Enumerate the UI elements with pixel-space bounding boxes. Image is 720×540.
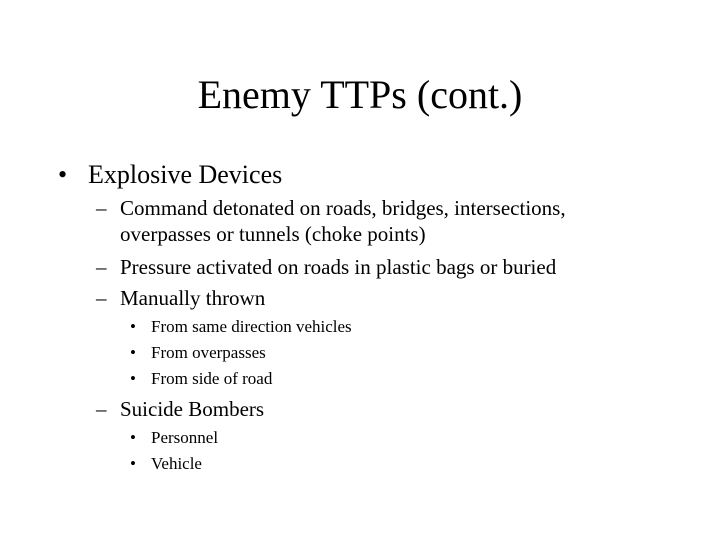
sub-bullet-suicide-bombers: Suicide Bombers	[120, 397, 265, 421]
bullet-marker: •	[130, 454, 136, 473]
sub-bullet-manually-thrown: Manually thrown	[120, 286, 266, 310]
sub-bullet-pressure-activated: Pressure activated on roads in plastic bags or buried	[120, 255, 557, 279]
sub-sub-bullet-side-of-road: From side of road	[151, 369, 273, 388]
bullet-marker: •	[130, 428, 136, 447]
bullet-marker: •	[58, 160, 68, 189]
slide-title: Enemy TTPs (cont.)	[197, 72, 523, 117]
sub-sub-bullet-same-direction-vehicles: From same direction vehicles	[151, 317, 352, 336]
dash-marker: –	[96, 196, 107, 220]
bullet-explosive-devices: Explosive Devices	[88, 160, 283, 189]
bullet-marker: •	[130, 317, 136, 336]
sub-bullet-command-detonated-line2: overpasses or tunnels (choke points)	[120, 222, 426, 246]
bullet-marker: •	[130, 343, 136, 362]
dash-marker: –	[96, 286, 107, 310]
sub-sub-bullet-vehicle: Vehicle	[151, 454, 202, 473]
dash-marker: –	[96, 397, 107, 421]
bullet-marker: •	[130, 369, 136, 388]
dash-marker: –	[96, 255, 107, 279]
sub-bullet-command-detonated-line1: Command detonated on roads, bridges, intersections,	[120, 196, 566, 220]
sub-sub-bullet-personnel: Personnel	[151, 428, 219, 447]
sub-sub-bullet-overpasses: From overpasses	[151, 343, 266, 362]
